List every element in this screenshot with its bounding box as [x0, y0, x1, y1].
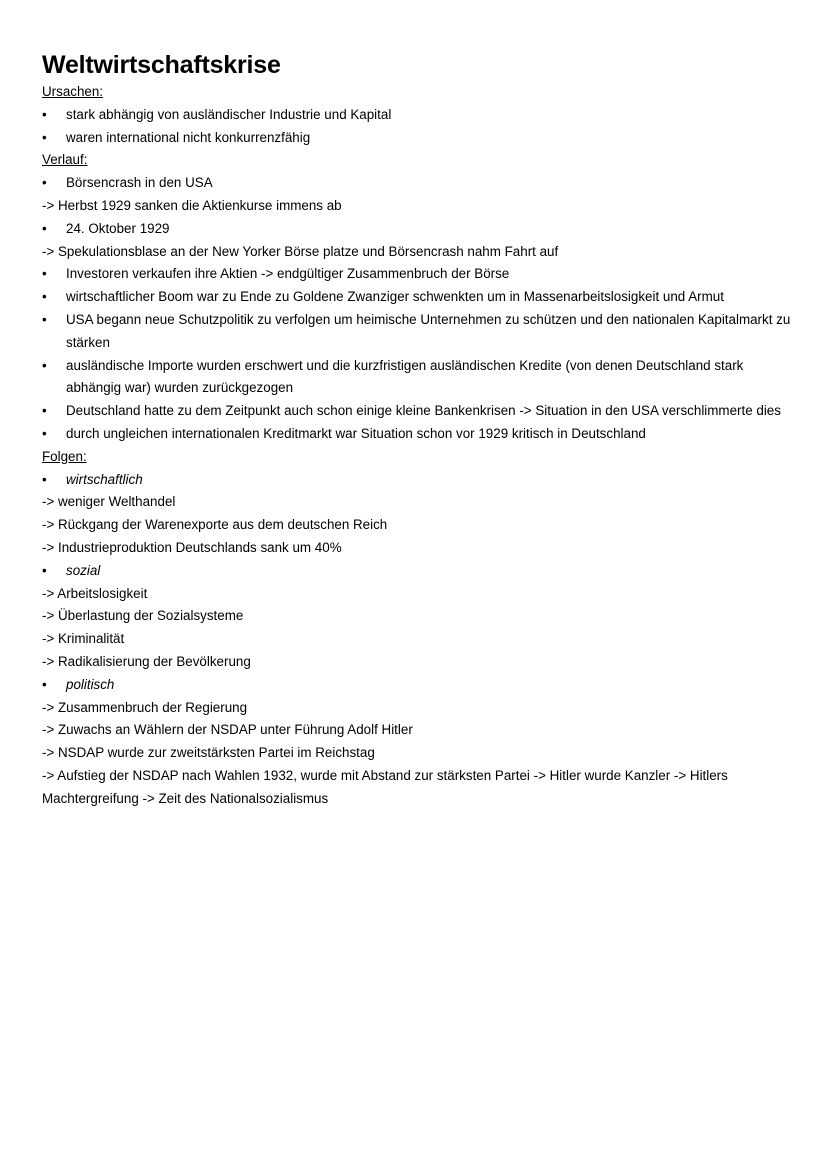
- list-item-text: durch ungleichen internationalen Kreditmarkt war Situation schon vor 1929 kritisch in Deutschland: [66, 425, 646, 441]
- list-item-text: ausländische Importe wurden erschwert und die kurzfristigen ausländischen Kredite (von denen Deutschland stark abhängig war) wurden zurückgezogen: [66, 357, 744, 396]
- page-title: Weltwirtschaftskrise: [42, 51, 281, 79]
- list-item: [42, 127, 802, 150]
- bullet-icon: •: [42, 403, 47, 419]
- list-item: [42, 400, 802, 423]
- list-item-text: Deutschland hatte zu dem Zeitpunkt auch schon einige kleine Bankenkrisen -> Situation in den USA verschlimmerte dies: [66, 403, 781, 419]
- arrow-line: -> NSDAP wurde zur zweitstärksten Partei im Reichstag: [42, 745, 375, 761]
- list-item-text: Börsencrash in den USA: [66, 175, 213, 191]
- bullet-icon: •: [42, 311, 47, 327]
- arrow-line: -> weniger Welthandel: [42, 494, 176, 510]
- arrow-line: -> Industrieproduktion Deutschlands sank um 40%: [42, 539, 342, 555]
- arrow-line: -> Herbst 1929 sanken die Aktienkurse immens ab: [42, 197, 342, 213]
- bullet-icon: •: [42, 220, 47, 236]
- list-item: [42, 104, 802, 127]
- section-heading-verlauf: Verlauf:: [42, 152, 88, 168]
- arrow-line: -> Rückgang der Warenexporte aus dem deutschen Reich: [42, 517, 388, 533]
- arrow-line: -> Zusammenbruch der Regierung: [42, 699, 248, 715]
- bullet-icon: •: [42, 266, 47, 282]
- list-item-text: wirtschaftlicher Boom war zu Ende zu Goldene Zwanziger schwenkten um in Massenarbeitslosigkeit und Armut: [66, 289, 724, 305]
- subheading-text: sozial: [66, 562, 101, 578]
- bullet-icon: •: [42, 175, 47, 191]
- list-item-text: USA begann neue Schutzpolitik zu verfolgen um heimische Unternehmen zu schützen und den nationalen Kapitalmarkt zu stärken: [66, 311, 791, 350]
- list-item-text: waren international nicht konkurrenzfähig: [66, 129, 311, 145]
- arrow-line: -> Aufstieg der NSDAP nach Wahlen 1932, wurde mit Abstand zur stärksten Partei -> Hitler wurde Kanzler -> Hitlers Machtergreifung -> Zeit des Nationalsozialismus: [42, 767, 728, 806]
- bullet-icon: •: [42, 357, 47, 373]
- list-item: [42, 309, 802, 355]
- section-heading-folgen: Folgen:: [42, 448, 87, 464]
- list-item: [42, 355, 802, 401]
- bullet-icon: •: [42, 106, 47, 122]
- list-item-text: Investoren verkaufen ihre Aktien -> endgültiger Zusammenbruch der Börse: [66, 266, 510, 282]
- arrow-line: -> Überlastung der Sozialsysteme: [42, 608, 244, 624]
- subheading-wirtschaftlich: [42, 469, 802, 492]
- bullet-icon: •: [42, 471, 47, 487]
- list-item: [42, 286, 802, 309]
- subheading-text: wirtschaftlich: [66, 471, 143, 487]
- bullet-icon: •: [42, 129, 47, 145]
- arrow-line: -> Zuwachs an Wählern der NSDAP unter Führung Adolf Hitler: [42, 722, 413, 738]
- list-item: [42, 423, 802, 446]
- list-item: [42, 263, 802, 286]
- list-item-text: stark abhängig von ausländischer Industrie und Kapital: [66, 106, 392, 122]
- subheading-politisch: [42, 674, 802, 697]
- subheading-text: politisch: [66, 676, 115, 692]
- arrow-line: -> Kriminalität: [42, 631, 125, 647]
- list-item: [42, 172, 802, 195]
- section-heading-ursachen: Ursachen:: [42, 84, 104, 99]
- arrow-line: -> Radikalisierung der Bevölkerung: [42, 653, 251, 669]
- subheading-sozial: [42, 560, 802, 583]
- document-page: [42, 50, 802, 811]
- arrow-line: -> Spekulationsblase an der New Yorker Börse platze und Börsencrash nahm Fahrt auf: [42, 243, 559, 259]
- list-item-text: 24. Oktober 1929: [66, 220, 170, 236]
- bullet-icon: •: [42, 289, 47, 305]
- bullet-icon: •: [42, 425, 47, 441]
- bullet-icon: •: [42, 562, 47, 578]
- bullet-icon: •: [42, 676, 47, 692]
- list-item: [42, 218, 802, 241]
- arrow-line: -> Arbeitslosigkeit: [42, 585, 148, 601]
